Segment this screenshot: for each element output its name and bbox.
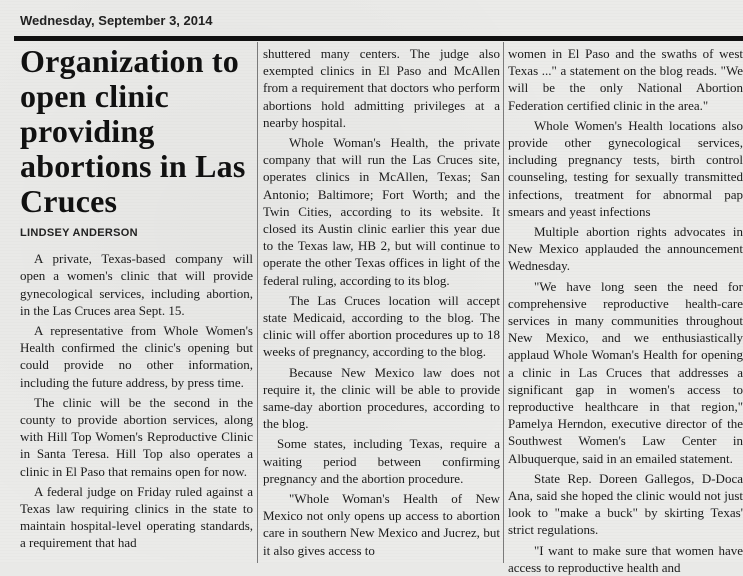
column-divider	[257, 42, 258, 563]
paragraph: "Whole Woman's Health of New Mexico not only opens up access to abortion care in southern New Mexico and Jucrez, but it also gives access to	[263, 491, 500, 558]
paragraph: Multiple abortion rights advocates in New Mexico applauded the announcement Wednesday.	[508, 224, 743, 274]
dateline: Wednesday, September 3, 2014	[20, 13, 213, 28]
paragraph: Whole Women's Health locations also provide other gynecological services, including pregnancy tests, birth control counseling, testing for sexually transmitted infections, treatment for abnormal pap smears and yeast infections	[508, 117, 743, 219]
column-divider	[503, 42, 504, 563]
paragraph: "We have long seen the need for comprehensive reproductive health-care services in many communities throughout New Mexico, and we enthusiastically applaud Whole Woman's Health for opening a clinic in Las Cruces that addresses a significant gap in women's access to reproductive healthcare in that region," Pamelya Herndon, executive director of the Southwest Women's Law Center in Albuquerque, said in an emailed statement.	[508, 278, 743, 466]
paragraph: State Rep. Doreen Gallegos, D-Doca Ana, said she hoped the clinic would not just look to "make a buck" by skirting Texas' strict regulations.	[508, 470, 743, 538]
paragraph: shuttered many centers. The judge also exempted clinics in El Paso and McAllen from a requirement that doctors who perform abortions hold admitting privileges at a nearby hospital.	[263, 46, 500, 130]
paragraph: Whole Woman's Health, the private company that will run the Las Cruces site, operates clinics in McAllen, Texas; San Antonio; Baltimore; Fort Worth; and the Twin Cities, according to its website. It closed its Austin clinic earlier this year due to the Texas law, HB 2, but will continue to operate the other Texas offices in light of the federal ruling, according to its blog.	[263, 135, 500, 288]
paragraph: The Las Cruces location will accept state Medicaid, according to the blog. The clinic will offer abortion procedures up to 18 weeks of pregnancy, according to the blog.	[263, 292, 500, 360]
paragraph: A representative from Whole Women's Health confirmed the clinic's opening but could provide no other information, including the future address, by press time.	[20, 323, 253, 390]
paragraph: women in El Paso and the swaths of west Texas ..." a statement on the blog reads. "We will be the only National Abortion Federation certified clinic in the area."	[508, 46, 743, 113]
paragraph: "I want to make sure that women have access to reproductive health and	[508, 542, 743, 575]
paragraph: Some states, including Texas, require a waiting period between confirming pregnancy and the abortion procedure.	[263, 436, 500, 486]
paragraph: The clinic will be the second in the county to provide abortion services, along with Hill Top Women's Reproductive Clinic in Santa Teresa. Hill Top also operates a clinic in El Paso that remains open for now.	[20, 394, 253, 479]
column-2	[263, 45, 500, 566]
paragraph: Because New Mexico law does not require it, the clinic will be able to provide same-day abortion procedures, according to the blog.	[263, 364, 500, 432]
column-1	[20, 42, 253, 563]
paragraph: A federal judge on Friday ruled against a Texas law requiring clinics in the state to maintain hospital-level operating standards, a requirement that had	[20, 483, 253, 551]
paragraph: A private, Texas-based company will open a women's clinic that will provide gynecological services, including abortion, in the Las Cruces area Sept. 15.	[20, 251, 253, 318]
byline: LINDSEY ANDERSON	[20, 227, 138, 239]
column-3	[508, 45, 743, 575]
top-rule	[14, 36, 743, 41]
headline: Organization to open clinic providing abortions in Las Cruces	[20, 43, 246, 219]
